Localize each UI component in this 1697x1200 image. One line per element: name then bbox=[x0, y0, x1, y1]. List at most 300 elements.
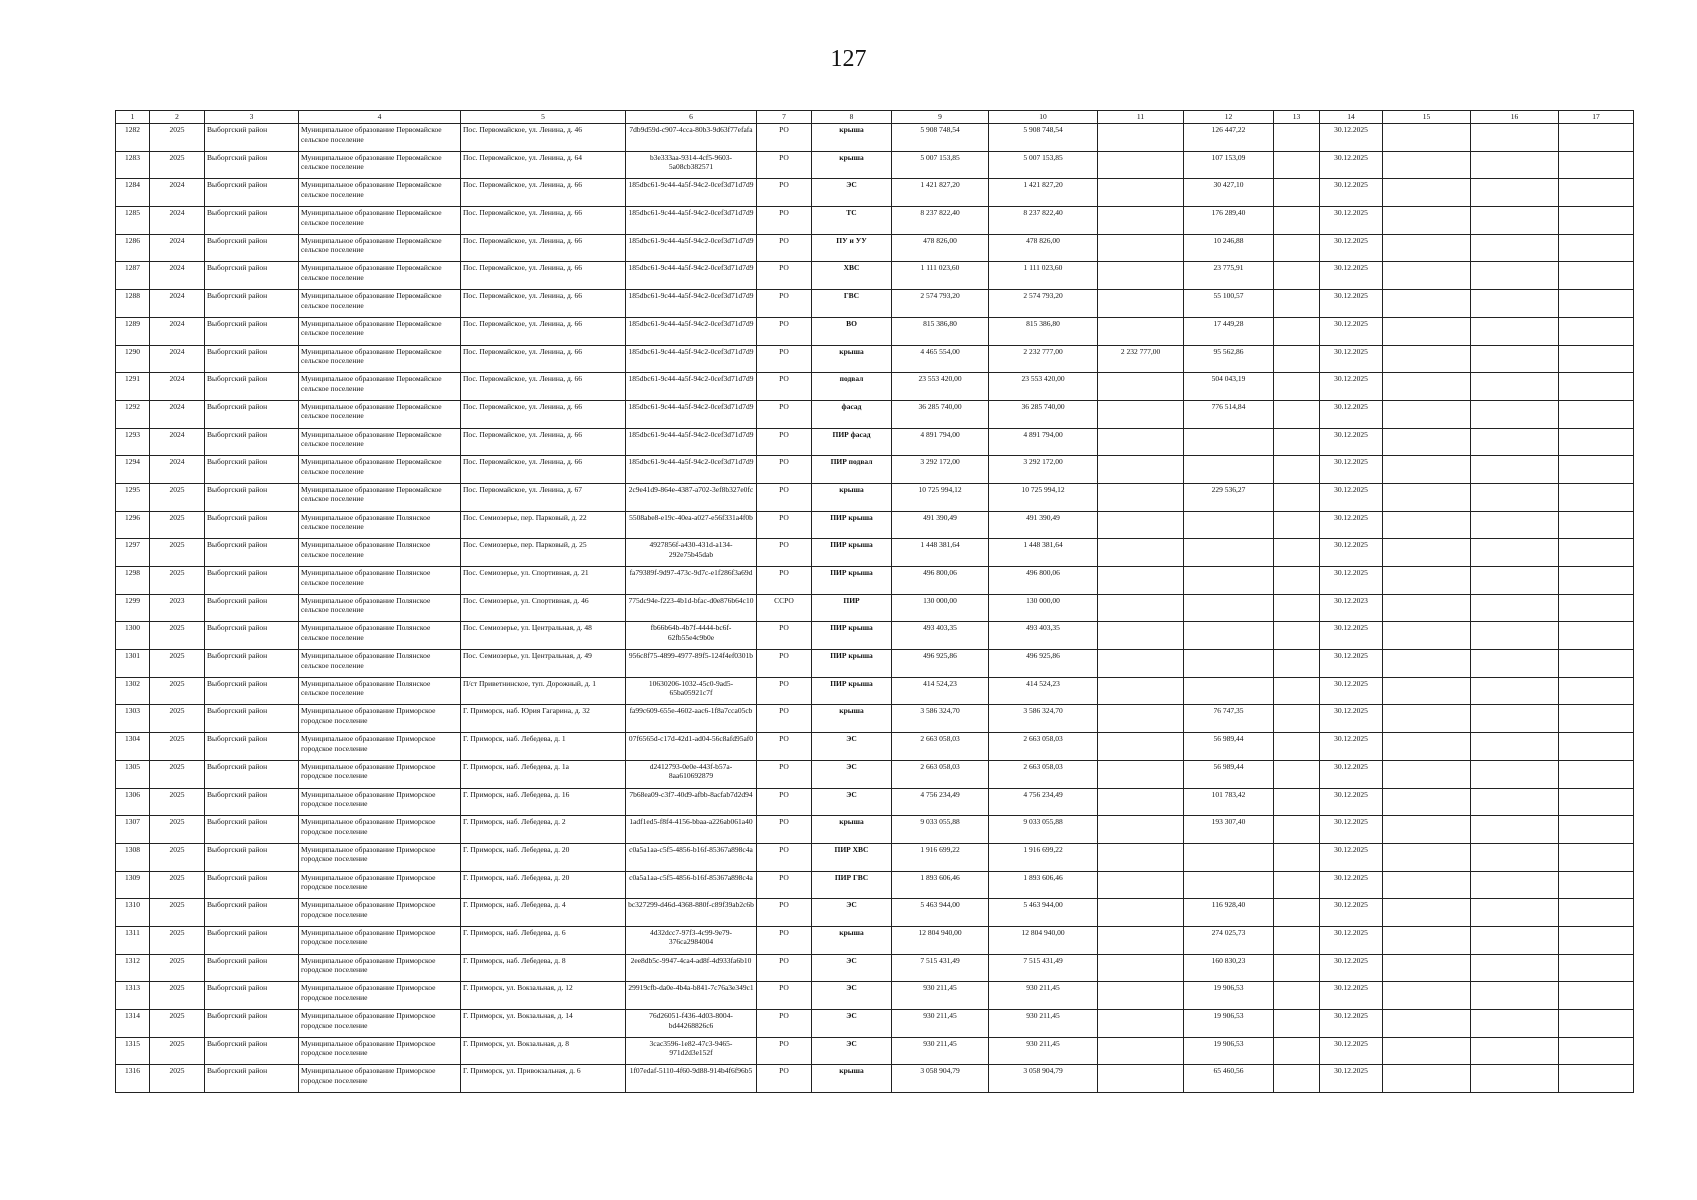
cell-address: Пос. Первомайское, ул. Ленина, д. 66 bbox=[461, 428, 626, 456]
cell-house-guid: 185dbc61-9c44-4a5f-94c2-0cef3d71d7d9 bbox=[626, 179, 757, 207]
cell-cost-other bbox=[1098, 982, 1184, 1010]
cell-row-number: 1308 bbox=[116, 843, 150, 871]
cell-program: РО bbox=[757, 290, 812, 318]
cell-cost-control: 10 246,88 bbox=[1184, 234, 1274, 262]
cell-address: Пос. Первомайское, ул. Ленина, д. 66 bbox=[461, 456, 626, 484]
table-row bbox=[116, 179, 1634, 207]
column-number-11: 11 bbox=[1098, 111, 1184, 124]
cell-deadline: 30.12.2025 bbox=[1320, 207, 1383, 235]
cell-year: 2024 bbox=[150, 345, 205, 373]
cell-year: 2024 bbox=[150, 456, 205, 484]
cell-year: 2025 bbox=[150, 511, 205, 539]
cell-cost-other bbox=[1098, 317, 1184, 345]
cell-cost-fund: 2 663 058,03 bbox=[989, 760, 1098, 788]
cell-year: 2024 bbox=[150, 373, 205, 401]
cell-cost-control: 30 427,10 bbox=[1184, 179, 1274, 207]
table-row bbox=[116, 899, 1634, 927]
cell-col-15 bbox=[1383, 1010, 1471, 1038]
cell-cost-control: 95 562,86 bbox=[1184, 345, 1274, 373]
cell-col-15 bbox=[1383, 926, 1471, 954]
cell-cost-other: 2 232 777,00 bbox=[1098, 345, 1184, 373]
cell-col-16 bbox=[1471, 760, 1559, 788]
cell-cost-fund: 491 390,49 bbox=[989, 511, 1098, 539]
cell-cost-fund: 5 463 944,00 bbox=[989, 899, 1098, 927]
cell-cost-control: 17 449,28 bbox=[1184, 317, 1274, 345]
cell-cost-other bbox=[1098, 567, 1184, 595]
cell-col-17 bbox=[1559, 677, 1634, 705]
cell-address: Г. Приморск, наб. Лебедева, д. 8 bbox=[461, 954, 626, 982]
table-row bbox=[116, 622, 1634, 650]
cell-house-guid: 4927856f-a430-431d-a134-292e75b45dab bbox=[626, 539, 757, 567]
cell-col-17 bbox=[1559, 151, 1634, 179]
cell-col-17 bbox=[1559, 733, 1634, 761]
cell-year: 2024 bbox=[150, 290, 205, 318]
cell-col-15 bbox=[1383, 207, 1471, 235]
cell-address: Г. Приморск, наб. Лебедева, д. 1а bbox=[461, 760, 626, 788]
table-row bbox=[116, 345, 1634, 373]
table-row bbox=[116, 511, 1634, 539]
cell-col-15 bbox=[1383, 317, 1471, 345]
cell-cost-other bbox=[1098, 234, 1184, 262]
cell-work-type: ЭС bbox=[812, 179, 892, 207]
cell-year: 2025 bbox=[150, 1010, 205, 1038]
cell-district: Выборгский район bbox=[205, 373, 299, 401]
cell-work-type: ПИР bbox=[812, 594, 892, 622]
cell-year: 2025 bbox=[150, 677, 205, 705]
cell-program: РО bbox=[757, 124, 812, 152]
column-number-6: 6 bbox=[626, 111, 757, 124]
cell-year: 2024 bbox=[150, 207, 205, 235]
cell-house-guid: 185dbc61-9c44-4a5f-94c2-0cef3d71d7d9 bbox=[626, 428, 757, 456]
cell-work-type: ПИР крыша bbox=[812, 622, 892, 650]
cell-col-13 bbox=[1274, 705, 1320, 733]
cell-col-16 bbox=[1471, 539, 1559, 567]
cell-work-type: крыша bbox=[812, 345, 892, 373]
cell-deadline: 30.12.2025 bbox=[1320, 705, 1383, 733]
cell-work-type: ПИР крыша bbox=[812, 539, 892, 567]
cell-row-number: 1299 bbox=[116, 594, 150, 622]
cell-col-13 bbox=[1274, 262, 1320, 290]
table-row bbox=[116, 373, 1634, 401]
cell-address: Пос. Первомайское, ул. Ленина, д. 66 bbox=[461, 345, 626, 373]
cell-deadline: 30.12.2025 bbox=[1320, 511, 1383, 539]
cell-work-type: крыша bbox=[812, 926, 892, 954]
table-row bbox=[116, 843, 1634, 871]
cell-col-13 bbox=[1274, 567, 1320, 595]
cell-year: 2025 bbox=[150, 899, 205, 927]
table-row bbox=[116, 594, 1634, 622]
cell-cost-total: 36 285 740,00 bbox=[892, 400, 989, 428]
table-row bbox=[116, 539, 1634, 567]
cell-district: Выборгский район bbox=[205, 511, 299, 539]
cell-cost-total: 815 386,80 bbox=[892, 317, 989, 345]
cell-row-number: 1302 bbox=[116, 677, 150, 705]
cell-cost-total: 930 211,45 bbox=[892, 1037, 989, 1065]
cell-deadline: 30.12.2025 bbox=[1320, 1065, 1383, 1093]
cell-cost-other bbox=[1098, 650, 1184, 678]
cell-col-13 bbox=[1274, 151, 1320, 179]
cell-municipality: Муниципальное образование Полянское сельское поселение bbox=[299, 594, 461, 622]
cell-row-number: 1296 bbox=[116, 511, 150, 539]
cell-year: 2025 bbox=[150, 650, 205, 678]
cell-municipality: Муниципальное образование Первомайское сельское поселение bbox=[299, 234, 461, 262]
cell-work-type: крыша bbox=[812, 1065, 892, 1093]
cell-row-number: 1282 bbox=[116, 124, 150, 152]
cell-col-15 bbox=[1383, 262, 1471, 290]
cell-cost-other bbox=[1098, 705, 1184, 733]
cell-deadline: 30.12.2025 bbox=[1320, 899, 1383, 927]
cell-col-16 bbox=[1471, 594, 1559, 622]
cell-district: Выборгский район bbox=[205, 982, 299, 1010]
cell-col-13 bbox=[1274, 899, 1320, 927]
cell-col-13 bbox=[1274, 1010, 1320, 1038]
cell-col-17 bbox=[1559, 899, 1634, 927]
cell-address: Г. Приморск, ул. Вокзальная, д. 12 bbox=[461, 982, 626, 1010]
cell-cost-fund: 1 916 699,22 bbox=[989, 843, 1098, 871]
cell-address: Пос. Первомайское, ул. Ленина, д. 66 bbox=[461, 317, 626, 345]
cell-cost-total: 493 403,35 bbox=[892, 622, 989, 650]
table-row bbox=[116, 650, 1634, 678]
cell-address: Пос. Семиозерье, ул. Центральная, д. 49 bbox=[461, 650, 626, 678]
cell-cost-other bbox=[1098, 373, 1184, 401]
cell-cost-total: 3 292 172,00 bbox=[892, 456, 989, 484]
cell-district: Выборгский район bbox=[205, 622, 299, 650]
cell-col-16 bbox=[1471, 234, 1559, 262]
cell-col-17 bbox=[1559, 262, 1634, 290]
cell-deadline: 30.12.2025 bbox=[1320, 456, 1383, 484]
cell-col-15 bbox=[1383, 843, 1471, 871]
cell-address: П/ст Приветнинское, туп. Дорожный, д. 1 bbox=[461, 677, 626, 705]
cell-address: Пос. Первомайское, ул. Ленина, д. 66 bbox=[461, 179, 626, 207]
cell-cost-other bbox=[1098, 1065, 1184, 1093]
cell-deadline: 30.12.2025 bbox=[1320, 262, 1383, 290]
cell-house-guid: d2412793-0e0e-443f-b57a-8aa610692879 bbox=[626, 760, 757, 788]
cell-cost-other bbox=[1098, 954, 1184, 982]
cell-deadline: 30.12.2025 bbox=[1320, 400, 1383, 428]
cell-col-13 bbox=[1274, 816, 1320, 844]
cell-col-15 bbox=[1383, 622, 1471, 650]
cell-district: Выборгский район bbox=[205, 926, 299, 954]
cell-col-17 bbox=[1559, 1037, 1634, 1065]
table-row bbox=[116, 733, 1634, 761]
page-number: 127 bbox=[830, 46, 867, 72]
cell-house-guid: 1adf1ed5-f8f4-4156-bbaa-a226ab061a40 bbox=[626, 816, 757, 844]
cell-col-13 bbox=[1274, 1065, 1320, 1093]
cell-address: Пос. Первомайское, ул. Ленина, д. 64 bbox=[461, 151, 626, 179]
cell-cost-other bbox=[1098, 816, 1184, 844]
cell-municipality: Муниципальное образование Приморское городское поселение bbox=[299, 788, 461, 816]
table-row bbox=[116, 567, 1634, 595]
cell-district: Выборгский район bbox=[205, 677, 299, 705]
cell-district: Выборгский район bbox=[205, 428, 299, 456]
cell-municipality: Муниципальное образование Приморское городское поселение bbox=[299, 816, 461, 844]
cell-cost-total: 10 725 994,12 bbox=[892, 483, 989, 511]
cell-program: РО bbox=[757, 899, 812, 927]
column-number-16: 16 bbox=[1471, 111, 1559, 124]
table-row bbox=[116, 816, 1634, 844]
table-row bbox=[116, 760, 1634, 788]
cell-work-type: ЭС bbox=[812, 1010, 892, 1038]
cell-municipality: Муниципальное образование Первомайское сельское поселение bbox=[299, 373, 461, 401]
cell-address: Г. Приморск, наб. Лебедева, д. 16 bbox=[461, 788, 626, 816]
cell-municipality: Муниципальное образование Приморское городское поселение bbox=[299, 899, 461, 927]
cell-row-number: 1291 bbox=[116, 373, 150, 401]
cell-work-type: крыша bbox=[812, 124, 892, 152]
cell-cost-control: 116 928,40 bbox=[1184, 899, 1274, 927]
cell-program: РО bbox=[757, 982, 812, 1010]
cell-cost-fund: 36 285 740,00 bbox=[989, 400, 1098, 428]
cell-col-15 bbox=[1383, 1037, 1471, 1065]
cell-col-17 bbox=[1559, 622, 1634, 650]
cell-house-guid: 185dbc61-9c44-4a5f-94c2-0cef3d71d7d9 bbox=[626, 317, 757, 345]
cell-cost-control bbox=[1184, 428, 1274, 456]
cell-cost-total: 496 925,86 bbox=[892, 650, 989, 678]
cell-cost-total: 3 058 904,79 bbox=[892, 1065, 989, 1093]
cell-deadline: 30.12.2025 bbox=[1320, 622, 1383, 650]
cell-cost-control: 504 043,19 bbox=[1184, 373, 1274, 401]
cell-col-15 bbox=[1383, 899, 1471, 927]
cell-municipality: Муниципальное образование Первомайское сельское поселение bbox=[299, 345, 461, 373]
cell-district: Выборгский район bbox=[205, 539, 299, 567]
cell-district: Выборгский район bbox=[205, 290, 299, 318]
cell-district: Выборгский район bbox=[205, 954, 299, 982]
cell-col-13 bbox=[1274, 373, 1320, 401]
cell-program: ССРО bbox=[757, 594, 812, 622]
cell-cost-control: 19 906,53 bbox=[1184, 1037, 1274, 1065]
cell-work-type: ЭС bbox=[812, 954, 892, 982]
cell-address: Пос. Первомайское, ул. Ленина, д. 67 bbox=[461, 483, 626, 511]
cell-program: РО bbox=[757, 345, 812, 373]
cell-program: РО bbox=[757, 179, 812, 207]
cell-house-guid: fa79389f-9d97-473c-9d7c-e1f286f3a69d bbox=[626, 567, 757, 595]
cell-cost-other bbox=[1098, 207, 1184, 235]
cell-col-15 bbox=[1383, 400, 1471, 428]
cell-cost-other bbox=[1098, 1010, 1184, 1038]
cell-year: 2025 bbox=[150, 954, 205, 982]
cell-col-17 bbox=[1559, 982, 1634, 1010]
cell-district: Выборгский район bbox=[205, 705, 299, 733]
cell-district: Выборгский район bbox=[205, 317, 299, 345]
cell-cost-total: 1 893 606,46 bbox=[892, 871, 989, 899]
cell-col-16 bbox=[1471, 124, 1559, 152]
cell-col-16 bbox=[1471, 733, 1559, 761]
cell-address: Г. Приморск, наб. Лебедева, д. 20 bbox=[461, 843, 626, 871]
cell-col-16 bbox=[1471, 843, 1559, 871]
cell-district: Выборгский район bbox=[205, 262, 299, 290]
cell-municipality: Муниципальное образование Полянское сельское поселение bbox=[299, 622, 461, 650]
cell-col-13 bbox=[1274, 290, 1320, 318]
cell-district: Выборгский район bbox=[205, 234, 299, 262]
cell-col-16 bbox=[1471, 982, 1559, 1010]
cell-cost-control: 56 989,44 bbox=[1184, 733, 1274, 761]
cell-district: Выборгский район bbox=[205, 124, 299, 152]
cell-district: Выборгский район bbox=[205, 1037, 299, 1065]
cell-cost-other bbox=[1098, 483, 1184, 511]
cell-row-number: 1312 bbox=[116, 954, 150, 982]
cell-cost-fund: 1 448 381,64 bbox=[989, 539, 1098, 567]
cell-municipality: Муниципальное образование Первомайское сельское поселение bbox=[299, 456, 461, 484]
cell-program: РО bbox=[757, 1010, 812, 1038]
cell-col-13 bbox=[1274, 594, 1320, 622]
cell-year: 2025 bbox=[150, 871, 205, 899]
cell-col-17 bbox=[1559, 124, 1634, 152]
cell-cost-fund: 2 663 058,03 bbox=[989, 733, 1098, 761]
cell-col-17 bbox=[1559, 760, 1634, 788]
cell-work-type: ПИР ХВС bbox=[812, 843, 892, 871]
cell-col-13 bbox=[1274, 345, 1320, 373]
cell-cost-fund: 7 515 431,49 bbox=[989, 954, 1098, 982]
cell-district: Выборгский район bbox=[205, 456, 299, 484]
cell-row-number: 1287 bbox=[116, 262, 150, 290]
cell-address: Г. Приморск, наб. Лебедева, д. 6 bbox=[461, 926, 626, 954]
cell-col-16 bbox=[1471, 345, 1559, 373]
cell-municipality: Муниципальное образование Первомайское сельское поселение bbox=[299, 179, 461, 207]
cell-house-guid: 3cac3596-1e82-47c3-9465-971d2d3e152f bbox=[626, 1037, 757, 1065]
cell-cost-other bbox=[1098, 290, 1184, 318]
cell-col-15 bbox=[1383, 705, 1471, 733]
table-body bbox=[116, 124, 1634, 1093]
cell-cost-fund: 478 826,00 bbox=[989, 234, 1098, 262]
cell-program: РО bbox=[757, 871, 812, 899]
cell-cost-other bbox=[1098, 622, 1184, 650]
cell-col-13 bbox=[1274, 511, 1320, 539]
cell-district: Выборгский район bbox=[205, 483, 299, 511]
cell-cost-other bbox=[1098, 511, 1184, 539]
column-number-1: 1 bbox=[116, 111, 150, 124]
cell-cost-fund: 3 058 904,79 bbox=[989, 1065, 1098, 1093]
cell-work-type: ХВС bbox=[812, 262, 892, 290]
cell-program: РО bbox=[757, 539, 812, 567]
cell-cost-control bbox=[1184, 511, 1274, 539]
cell-work-type: крыша bbox=[812, 151, 892, 179]
cell-cost-control bbox=[1184, 539, 1274, 567]
table-row bbox=[116, 262, 1634, 290]
cell-col-13 bbox=[1274, 400, 1320, 428]
cell-municipality: Муниципальное образование Приморское городское поселение bbox=[299, 954, 461, 982]
cell-row-number: 1314 bbox=[116, 1010, 150, 1038]
column-number-13: 13 bbox=[1274, 111, 1320, 124]
cell-col-15 bbox=[1383, 511, 1471, 539]
cell-row-number: 1309 bbox=[116, 871, 150, 899]
cell-program: РО bbox=[757, 926, 812, 954]
cell-work-type: крыша bbox=[812, 483, 892, 511]
cell-address: Пос. Первомайское, ул. Ленина, д. 66 bbox=[461, 290, 626, 318]
cell-cost-control: 193 307,40 bbox=[1184, 816, 1274, 844]
cell-year: 2025 bbox=[150, 1065, 205, 1093]
cell-work-type: ПИР фасад bbox=[812, 428, 892, 456]
cell-program: РО bbox=[757, 843, 812, 871]
cell-program: РО bbox=[757, 207, 812, 235]
cell-municipality: Муниципальное образование Первомайское сельское поселение bbox=[299, 151, 461, 179]
cell-address: Пос. Первомайское, ул. Ленина, д. 66 bbox=[461, 262, 626, 290]
cell-deadline: 30.12.2025 bbox=[1320, 650, 1383, 678]
cell-cost-control: 126 447,22 bbox=[1184, 124, 1274, 152]
cell-col-16 bbox=[1471, 179, 1559, 207]
cell-program: РО bbox=[757, 622, 812, 650]
cell-cost-total: 1 111 023,60 bbox=[892, 262, 989, 290]
cell-house-guid: 1f07edaf-5110-4f60-9d88-914b4f6f96b5 bbox=[626, 1065, 757, 1093]
cell-row-number: 1304 bbox=[116, 733, 150, 761]
cell-year: 2024 bbox=[150, 317, 205, 345]
cell-municipality: Муниципальное образование Первомайское сельское поселение bbox=[299, 290, 461, 318]
cell-cost-control bbox=[1184, 594, 1274, 622]
cell-cost-fund: 5 908 748,54 bbox=[989, 124, 1098, 152]
cell-municipality: Муниципальное образование Первомайское сельское поселение bbox=[299, 483, 461, 511]
cell-col-13 bbox=[1274, 843, 1320, 871]
cell-row-number: 1315 bbox=[116, 1037, 150, 1065]
cell-program: РО bbox=[757, 456, 812, 484]
cell-row-number: 1310 bbox=[116, 899, 150, 927]
cell-col-16 bbox=[1471, 677, 1559, 705]
cell-deadline: 30.12.2025 bbox=[1320, 428, 1383, 456]
cell-year: 2025 bbox=[150, 1037, 205, 1065]
cell-year: 2025 bbox=[150, 622, 205, 650]
cell-year: 2025 bbox=[150, 926, 205, 954]
cell-col-16 bbox=[1471, 954, 1559, 982]
cell-year: 2025 bbox=[150, 760, 205, 788]
cell-col-16 bbox=[1471, 317, 1559, 345]
cell-district: Выборгский район bbox=[205, 567, 299, 595]
cell-cost-total: 496 800,06 bbox=[892, 567, 989, 595]
cell-address: Г. Приморск, наб. Лебедева, д. 1 bbox=[461, 733, 626, 761]
cell-deadline: 30.12.2025 bbox=[1320, 567, 1383, 595]
table-row bbox=[116, 677, 1634, 705]
cell-col-16 bbox=[1471, 290, 1559, 318]
cell-cost-control: 776 514,84 bbox=[1184, 400, 1274, 428]
cell-cost-control bbox=[1184, 650, 1274, 678]
cell-house-guid: 185dbc61-9c44-4a5f-94c2-0cef3d71d7d9 bbox=[626, 400, 757, 428]
cell-address: Пос. Семиозерье, ул. Центральная, д. 48 bbox=[461, 622, 626, 650]
cell-row-number: 1294 bbox=[116, 456, 150, 484]
cell-col-17 bbox=[1559, 843, 1634, 871]
cell-col-16 bbox=[1471, 151, 1559, 179]
cell-col-16 bbox=[1471, 899, 1559, 927]
cell-district: Выборгский район bbox=[205, 899, 299, 927]
cell-col-15 bbox=[1383, 483, 1471, 511]
column-number-row bbox=[116, 111, 1634, 124]
cell-col-13 bbox=[1274, 1037, 1320, 1065]
cell-col-13 bbox=[1274, 456, 1320, 484]
cell-cost-fund: 496 925,86 bbox=[989, 650, 1098, 678]
cell-municipality: Муниципальное образование Приморское городское поселение bbox=[299, 705, 461, 733]
cell-col-13 bbox=[1274, 871, 1320, 899]
cell-cost-fund: 493 403,35 bbox=[989, 622, 1098, 650]
cell-cost-control bbox=[1184, 871, 1274, 899]
cell-col-16 bbox=[1471, 483, 1559, 511]
table-row bbox=[116, 1037, 1634, 1065]
cell-col-16 bbox=[1471, 511, 1559, 539]
cell-col-15 bbox=[1383, 760, 1471, 788]
cell-deadline: 30.12.2025 bbox=[1320, 760, 1383, 788]
cell-deadline: 30.12.2025 bbox=[1320, 733, 1383, 761]
cell-year: 2025 bbox=[150, 788, 205, 816]
cell-house-guid: fa99c609-655e-4602-aac6-1f8a7cca05cb bbox=[626, 705, 757, 733]
cell-deadline: 30.12.2025 bbox=[1320, 788, 1383, 816]
cell-cost-control bbox=[1184, 677, 1274, 705]
cell-cost-fund: 8 237 822,40 bbox=[989, 207, 1098, 235]
cell-cost-other bbox=[1098, 760, 1184, 788]
cell-col-17 bbox=[1559, 650, 1634, 678]
table-row bbox=[116, 483, 1634, 511]
cell-municipality: Муниципальное образование Приморское городское поселение bbox=[299, 760, 461, 788]
cell-house-guid: 7db9d59d-c907-4cca-80b3-9d63f77efafa bbox=[626, 124, 757, 152]
cell-municipality: Муниципальное образование Полянское сельское поселение bbox=[299, 567, 461, 595]
cell-col-16 bbox=[1471, 622, 1559, 650]
cell-col-15 bbox=[1383, 871, 1471, 899]
cell-cost-total: 1 916 699,22 bbox=[892, 843, 989, 871]
cell-row-number: 1306 bbox=[116, 788, 150, 816]
cell-deadline: 30.12.2025 bbox=[1320, 179, 1383, 207]
